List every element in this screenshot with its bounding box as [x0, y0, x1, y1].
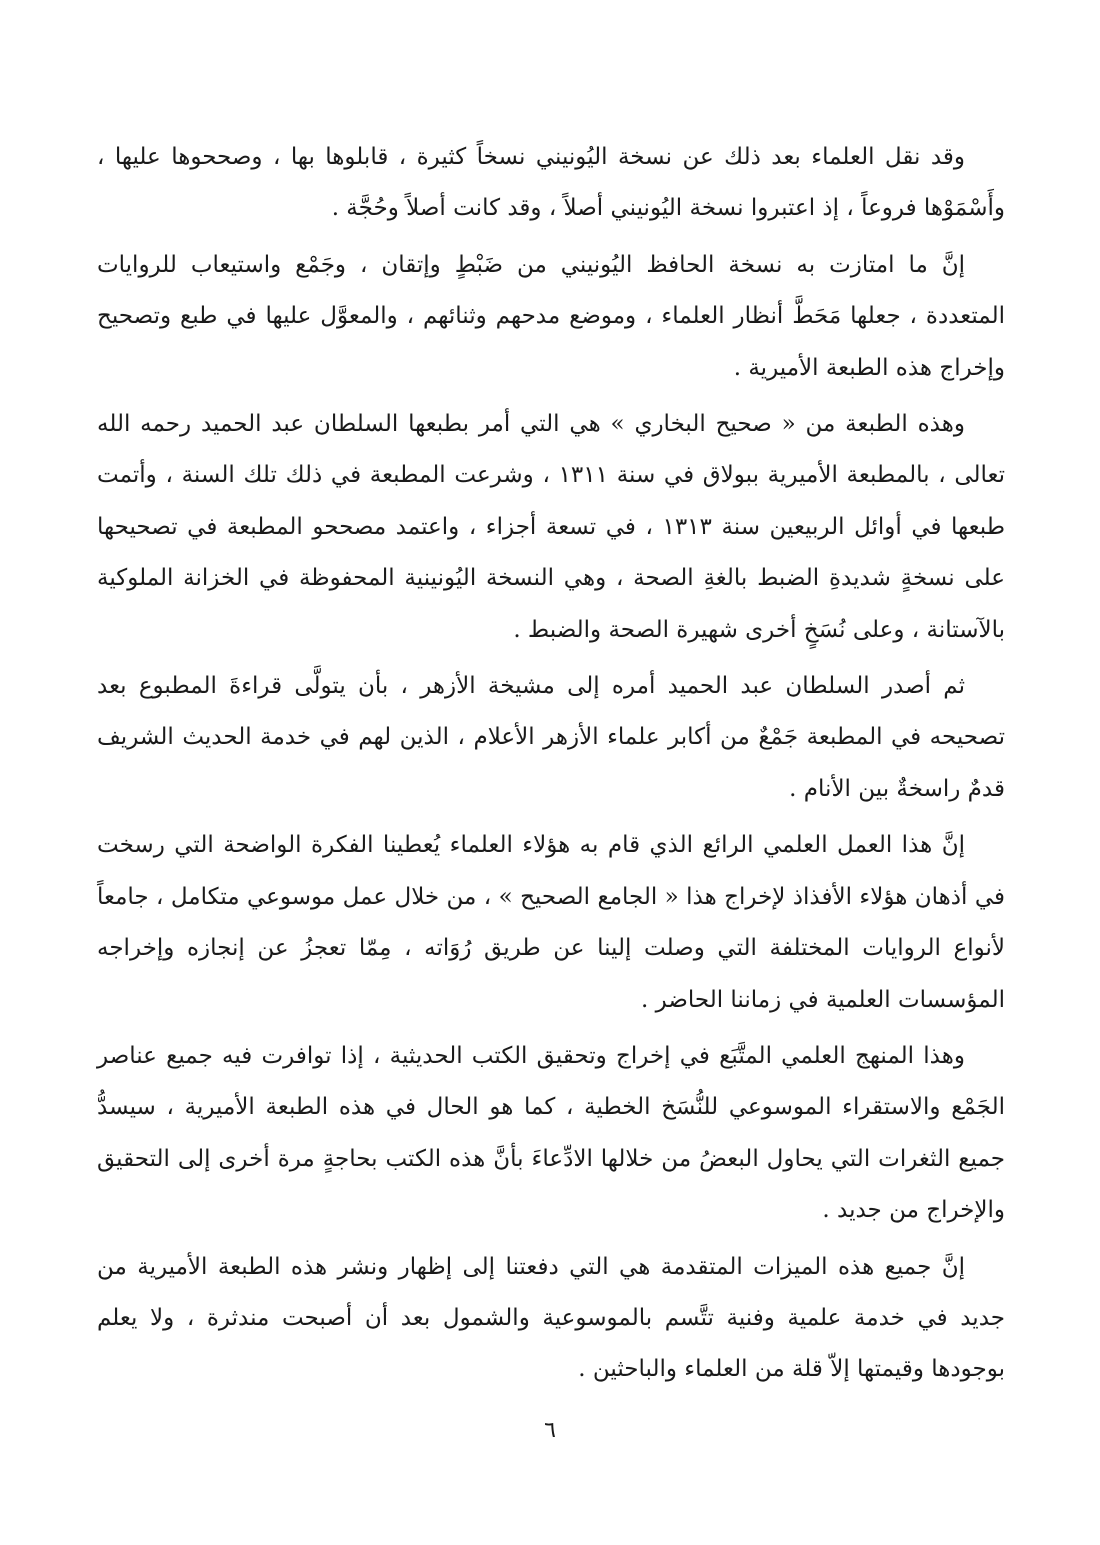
paragraph-1: وقد نقل العلماء بعد ذلك عن نسخة اليُونيني نسخاً كثيرة ، قابلوها بها ، وصححوها عليها ، وأَسْمَوْها فروعاً ، إذ اعتبروا نسخة اليُونيني أصلاً ، وقد كانت أصلاً وحُجَّة .	[97, 144, 1005, 222]
paragraph-5: إنَّ هذا العمل العلمي الرائع الذي قام به هؤلاء العلماء يُعطينا الفكرة الواضحة التي رسخت في أذهان هؤلاء الأفذاذ لإخراج هذا « الجامع الصحيح » ، من خلال عمل موسوعي متكامل ، جامعاً لأنواع الروايات المختلفة التي وصلت إلينا عن طريق رُوَاته ، مِمّا تعجزُ عن إنجازه وإخراجه المؤسسات العلمية في زماننا الحاضر .	[97, 832, 1005, 1013]
paragraph-4: ثم أصدر السلطان عبد الحميد أمره إلى مشيخة الأزهر ، بأن يتولَّى قراءةَ المطبوع بعد تصحيحه في المطبعة جَمْعٌ من أكابر علماء الأزهر الأعلام ، الذين لهم في خدمة الحديث الشريف قدمٌ راسخةٌ بين الأنام .	[97, 673, 1005, 802]
paragraph-6: وهذا المنهج العلمي المتَّبَع في إخراج وتحقيق الكتب الحديثية ، إذا توافرت فيه جميع عناصر الجَمْع والاستقراء الموسوعي للنُّسَخ الخطية ، كما هو الحال في هذه الطبعة الأميرية ، سيسدُّ جميع الثغرات التي يحاول البعضُ من خلالها الادِّعاءَ بأنَّ هذه الكتب بحاجةٍ مرة أخرى إلى التحقيق والإخراج من جديد .	[97, 1042, 1005, 1224]
paragraph-7: إنَّ جميع هذه الميزات المتقدمة هي التي دفعتنا إلى إظهار ونشر هذه الطبعة الأميرية من جديد في خدمة علمية وفنية تتَّسم بالموسوعية والشمول بعد أن أصبحت مندثرة ، ولا يعلم بوجودها وقيمتها إلاّ قلة من العلماء والباحثين .	[97, 1253, 1005, 1383]
paragraph-3: وهذه الطبعة من « صحيح البخاري » هي التي أمر بطبعها السلطان عبد الحميد رحمه الله تعالى ، بالمطبعة الأميرية ببولاق في سنة ١٣١١ ، وشرعت المطبعة في ذلك تلك السنة ، وأتمت طبعها في أوائل الربيعين سنة ١٣١٣ ، في تسعة أجزاء ، واعتمد مصححو المطبعة في تصحيحها على نسخةٍ شديدةِ الضبط بالغةِ الصحة ، وهي النسخة اليُونينية المحفوظة في الخزانة الملوكية بالآستانة ، وعلى نُسَخٍ أخرى شهيرة الصحة والضبط .	[97, 411, 1006, 643]
page-number: ٦	[544, 1418, 556, 1443]
paragraph-2: إنَّ ما امتازت به نسخة الحافظ اليُونيني من ضَبْطٍ وإتقان ، وجَمْع واستيعاب للروايات المتعددة ، جعلها مَحَطَّ أنظار العلماء ، وموضع مدحهم وثنائهم ، والمعوَّل عليها في طبع وتصحيح وإخراج هذه الطبعة الأميرية .	[97, 251, 1005, 381]
body-text	[97, 132, 1005, 1401]
